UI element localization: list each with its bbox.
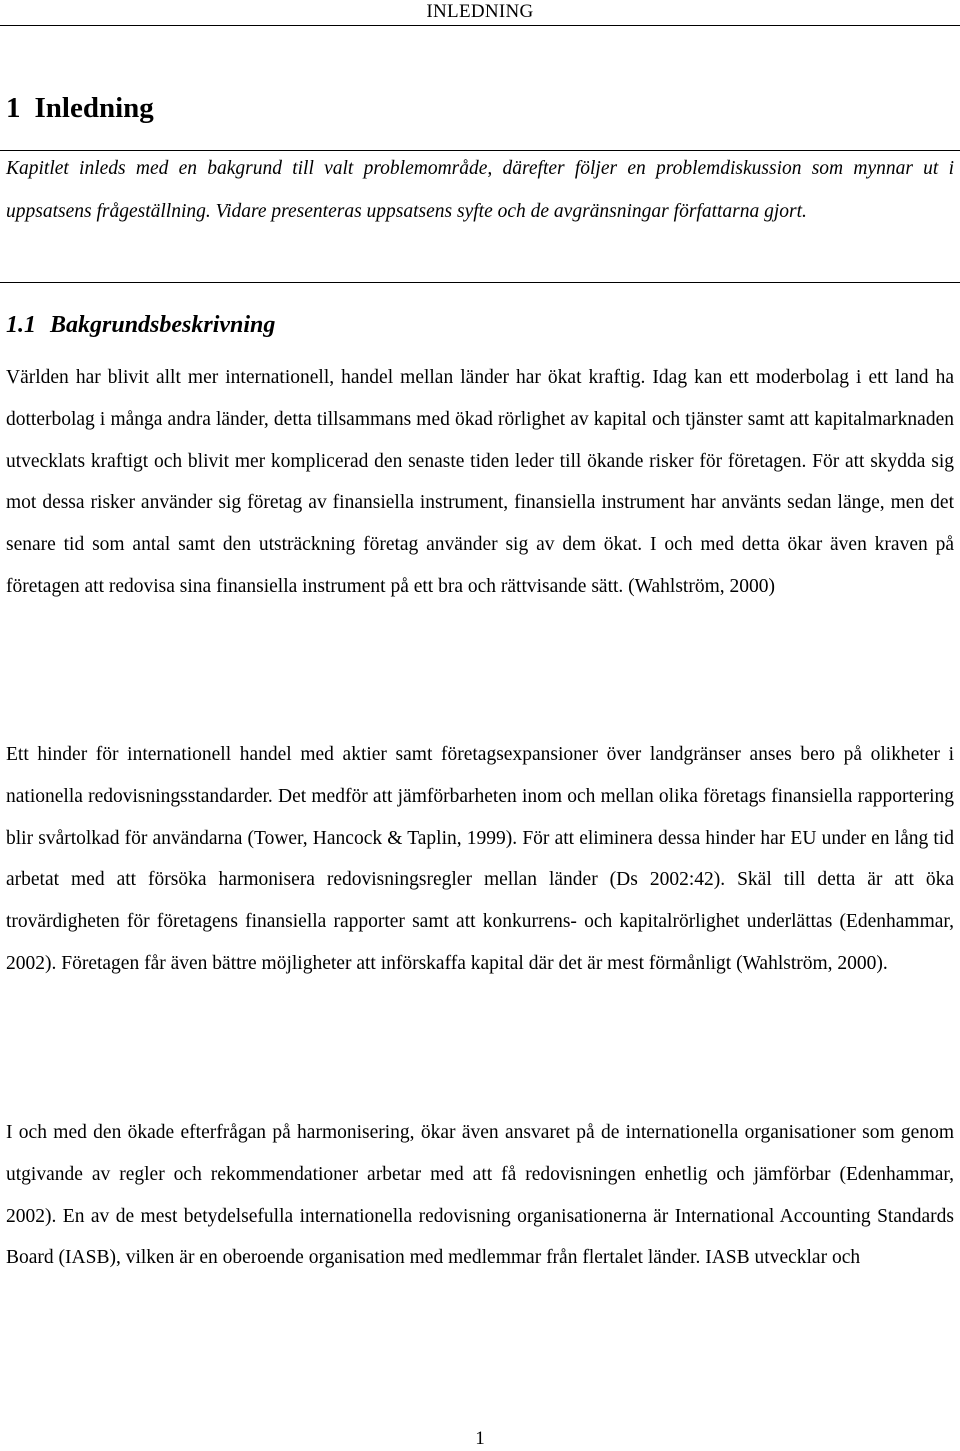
chapter-heading	[6, 90, 154, 126]
section-number: 1.1	[6, 312, 36, 338]
chapter-title: Inledning	[34, 92, 154, 124]
header-rule	[0, 25, 960, 26]
chapter-intro: Kapitlet inleds med en bakgrund till valt problemområde, därefter följer en problemdiskussion som mynnar ut i uppsatsens frågeställning. Vidare presenteras uppsatsens syfte och de avgränsningar författarna gjort.	[6, 158, 954, 222]
page-number: 1	[475, 1428, 485, 1449]
intro-bottom-rule	[0, 282, 960, 283]
section-title: Bakgrundsbeskrivning	[50, 312, 276, 338]
body-paragraph: Världen har blivit allt mer internationell, handel mellan länder har ökat kraftig. Idag kan ett moderbolag i ett land ha dotterbolag i många andra länder, detta tillsammans med ökad rörlighet av kapital och tjänster samt att kapitalmarknaden utvecklats kraftigt och blivit mer komplicerad den senaste tiden leder till ökande risker för företagen. För att skydda sig mot dessa risker använder sig företag av finansiella instrument, finansiella instrument har använts sedan länge, men det senare tid som antal samt den utsträckning företag använder sig av dem ökat. I och med detta ökar även kraven på företagen att redovisa sina finansiella instrument på ett bra och rättvisande sätt. (Wahlström, 2000)	[6, 367, 954, 597]
body-paragraph: I och med den ökade efterfrågan på harmonisering, ökar även ansvaret på de internationella organisationer som genom utgivande av regler och rekommendationer arbetar med att få redovisningen enhetlig och jämförbar (Edenhammar, 2002). En av de mest betydelsefulla internationella redovisning organisationerna är International Accounting Standards Board (IASB), vilken är en oberoende organisation med medlemmar från flertalet länder. IASB utvecklar och	[6, 1122, 954, 1269]
chapter-number: 1	[6, 92, 21, 124]
body-paragraph: Ett hinder för internationell handel med aktier samt företagsexpansioner över landgränser anses bero på olikheter i nationella redovisningsstandarder. Det medför att jämförbarheten inom och mellan olika företags finansiella rapportering blir svårtolkad för användarna (Tower, Hancock & Taplin, 1999). För att eliminera dessa hinder har EU under en lång tid arbetat med att försöka harmonisera redovisningsregler mellan länder (Ds 2002:42). Skäl till detta är att öka trovärdigheten för företagens finansiella rapporter samt att konkurrens- och kapitalrörlighet underlättas (Edenhammar, 2002). Företagen får även bättre möjligheter att införskaffa kapital där det är mest förmånligt (Wahlström, 2000).	[6, 744, 954, 974]
section-heading	[6, 308, 275, 342]
running-header: INLEDNING	[426, 1, 534, 22]
